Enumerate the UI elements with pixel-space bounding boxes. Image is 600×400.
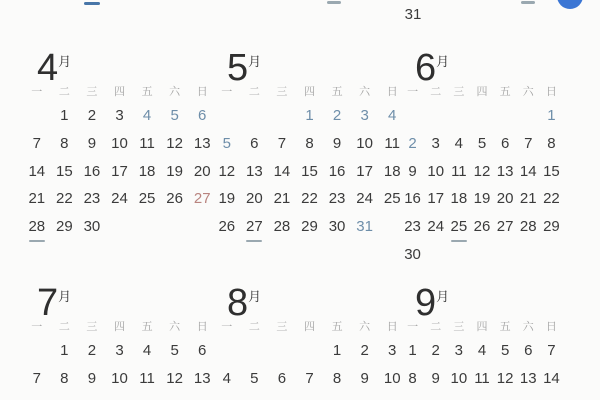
date-cell[interactable]: 4 xyxy=(477,342,487,360)
date-cell[interactable]: 3 xyxy=(115,107,124,125)
date-cell[interactable]: 24 xyxy=(111,190,128,208)
weekday-label: 日 xyxy=(386,86,398,98)
date-cell[interactable]: 5 xyxy=(477,135,487,153)
date-cell[interactable]: 2 xyxy=(360,342,369,360)
weekday-label: 三 xyxy=(276,86,288,98)
date-cell[interactable]: 29 xyxy=(56,218,73,236)
weekday-label: 六 xyxy=(359,86,371,98)
month-label[interactable] xyxy=(23,42,216,89)
month-suffix: 月 xyxy=(436,54,450,69)
weekday-label: 三 xyxy=(276,321,288,333)
date-cell[interactable]: 20 xyxy=(496,190,514,208)
weekday-label: 二 xyxy=(430,86,442,98)
date-cell[interactable]: 22 xyxy=(56,190,73,208)
date-cell[interactable]: 25 xyxy=(383,190,401,208)
weekday-label: 二 xyxy=(58,86,70,98)
date-grid xyxy=(23,102,216,240)
weekday-label: 一 xyxy=(221,86,233,98)
weekday-label: 五 xyxy=(331,321,343,333)
date-cell[interactable]: 7 xyxy=(32,370,41,388)
weekday-label: 五 xyxy=(499,86,511,98)
date-cell[interactable]: 14 xyxy=(273,162,291,180)
empty-cell xyxy=(241,102,269,130)
date-cell[interactable]: 8 xyxy=(547,135,556,153)
weekday-label: 三 xyxy=(86,86,98,98)
date-cell[interactable]: 7 xyxy=(305,370,314,388)
lunar-month-start-marker xyxy=(521,1,535,4)
date-cell[interactable]: 15 xyxy=(543,162,560,180)
month-label[interactable] xyxy=(401,42,563,89)
weekday-row xyxy=(213,83,406,96)
date-cell[interactable]: 4 xyxy=(388,107,397,125)
month-suffix: 月 xyxy=(58,289,72,304)
empty-cell xyxy=(268,102,296,130)
date-cell[interactable]: 6 xyxy=(500,135,510,153)
weekday-label: 六 xyxy=(169,86,181,98)
empty-cell xyxy=(494,102,517,130)
date-cell[interactable]: 9 xyxy=(408,162,417,180)
weekday-label: 日 xyxy=(196,321,208,333)
month-block-september xyxy=(401,277,563,392)
date-cell[interactable]: 24 xyxy=(356,190,373,208)
today-indicator[interactable] xyxy=(557,0,583,9)
date-cell[interactable]: 15 xyxy=(301,162,318,180)
date-cell[interactable]: 4 xyxy=(142,107,152,125)
date-cell[interactable]: 9 xyxy=(87,135,97,153)
date-cell[interactable]: 26 xyxy=(473,218,491,236)
date-cell[interactable]: 11 xyxy=(451,162,467,180)
weekday-label: 四 xyxy=(113,86,125,98)
weekday-label: 一 xyxy=(221,321,233,333)
month-number: 9 xyxy=(415,282,436,324)
date-cell[interactable]: 7 xyxy=(277,135,287,153)
date-cell[interactable]: 23 xyxy=(328,190,346,208)
date-cell[interactable]: 8 xyxy=(60,370,69,388)
lunar-month-start-marker xyxy=(29,240,45,243)
date-cell[interactable]: 31 xyxy=(404,6,422,23)
date-cell[interactable]: 21 xyxy=(519,190,537,208)
date-cell[interactable]: 10 xyxy=(111,135,128,153)
weekday-label: 四 xyxy=(476,321,488,333)
date-cell[interactable]: 12 xyxy=(473,162,491,180)
weekday-label: 日 xyxy=(196,86,208,98)
date-cell[interactable]: 19 xyxy=(473,190,491,208)
date-cell[interactable]: 1 xyxy=(408,342,417,360)
month-suffix: 月 xyxy=(248,54,262,69)
date-cell[interactable]: 5 xyxy=(250,370,259,388)
date-cell[interactable]: 16 xyxy=(328,162,346,180)
date-cell[interactable]: 2 xyxy=(87,107,97,125)
date-cell[interactable]: 8 xyxy=(305,135,314,153)
date-cell[interactable]: 6 xyxy=(250,135,259,153)
date-cell[interactable]: 3 xyxy=(431,135,440,153)
date-cell[interactable]: 11 xyxy=(474,370,490,388)
date-cell[interactable]: 2 xyxy=(431,342,440,360)
empty-cell xyxy=(517,102,540,130)
weekday-label: 五 xyxy=(499,321,511,333)
date-cell[interactable]: 9 xyxy=(431,370,440,388)
month-label[interactable] xyxy=(23,277,216,324)
weekday-label: 二 xyxy=(248,321,260,333)
weekday-label: 一 xyxy=(407,86,419,98)
date-cell[interactable]: 27 xyxy=(193,190,211,208)
date-cell[interactable]: 4 xyxy=(454,135,464,153)
date-cell[interactable]: 21 xyxy=(273,190,291,208)
date-grid xyxy=(213,102,406,240)
date-cell[interactable]: 10 xyxy=(450,370,468,388)
weekday-label: 一 xyxy=(407,321,419,333)
date-cell[interactable]: 13 xyxy=(193,135,211,153)
weekday-label: 六 xyxy=(359,321,371,333)
date-cell[interactable]: 30 xyxy=(404,245,421,263)
date-cell[interactable]: 8 xyxy=(60,135,69,153)
date-cell[interactable]: 7 xyxy=(547,342,556,360)
date-cell[interactable]: 22 xyxy=(301,190,318,208)
date-cell[interactable]: 7 xyxy=(32,135,41,153)
date-cell[interactable]: 10 xyxy=(111,370,128,388)
date-cell[interactable]: 21 xyxy=(28,190,46,208)
date-cell[interactable]: 12 xyxy=(166,370,183,388)
empty-cell xyxy=(213,337,241,365)
weekday-row xyxy=(213,318,406,331)
date-cell[interactable]: 26 xyxy=(218,218,236,236)
date-cell[interactable]: 4 xyxy=(142,342,152,360)
weekday-label: 四 xyxy=(303,86,315,98)
date-cell[interactable]: 5 xyxy=(222,135,231,153)
weekday-label: 二 xyxy=(430,321,442,333)
date-cell[interactable]: 18 xyxy=(138,162,156,180)
date-cell[interactable]: 8 xyxy=(408,370,417,388)
date-cell[interactable]: 5 xyxy=(500,342,510,360)
date-cell[interactable]: 6 xyxy=(198,107,207,125)
date-cell[interactable]: 1 xyxy=(332,342,342,360)
date-cell[interactable]: 30 xyxy=(328,218,346,236)
weekday-row xyxy=(401,318,563,331)
empty-cell xyxy=(23,102,51,130)
date-cell[interactable]: 17 xyxy=(111,162,128,180)
month-label[interactable] xyxy=(213,42,406,89)
weekday-label: 五 xyxy=(331,86,343,98)
date-cell[interactable]: 11 xyxy=(139,135,155,153)
date-cell[interactable]: 10 xyxy=(356,135,373,153)
weekday-label: 日 xyxy=(545,321,557,333)
date-cell[interactable]: 1 xyxy=(305,107,314,125)
weekday-label: 三 xyxy=(453,321,465,333)
date-cell[interactable]: 18 xyxy=(383,162,401,180)
date-cell[interactable]: 16 xyxy=(83,162,101,180)
date-cell[interactable]: 11 xyxy=(139,370,155,388)
month-number: 6 xyxy=(415,47,436,89)
date-cell[interactable]: 6 xyxy=(277,370,287,388)
date-cell[interactable]: 10 xyxy=(427,162,445,180)
month-block-july xyxy=(23,277,216,392)
month-suffix: 月 xyxy=(248,289,262,304)
empty-cell xyxy=(424,102,447,130)
date-cell[interactable]: 2 xyxy=(87,342,97,360)
date-cell[interactable]: 30 xyxy=(83,218,101,236)
weekday-label: 一 xyxy=(31,321,43,333)
date-cell[interactable]: 13 xyxy=(246,162,263,180)
date-cell[interactable]: 1 xyxy=(60,107,69,125)
date-cell[interactable]: 19 xyxy=(166,162,183,180)
month-label[interactable] xyxy=(401,277,563,324)
date-cell[interactable]: 10 xyxy=(383,370,401,388)
date-grid xyxy=(23,337,216,392)
date-cell[interactable]: 14 xyxy=(519,162,537,180)
weekday-label: 六 xyxy=(169,321,181,333)
date-cell[interactable]: 28 xyxy=(23,213,51,241)
weekday-label: 六 xyxy=(522,86,534,98)
empty-cell xyxy=(213,102,241,130)
date-cell[interactable]: 25 xyxy=(447,213,470,241)
date-cell[interactable]: 17 xyxy=(427,190,445,208)
date-cell[interactable]: 3 xyxy=(454,342,464,360)
weekday-label: 日 xyxy=(545,86,557,98)
lunar-month-start-marker xyxy=(327,1,341,4)
date-cell[interactable]: 5 xyxy=(170,107,179,125)
month-block-may xyxy=(213,42,406,240)
date-cell[interactable]: 2 xyxy=(408,135,417,153)
date-cell[interactable]: 28 xyxy=(519,218,537,236)
weekday-label: 五 xyxy=(141,321,153,333)
date-cell[interactable]: 19 xyxy=(218,190,236,208)
empty-cell xyxy=(296,337,324,365)
empty-cell xyxy=(241,337,269,365)
empty-cell xyxy=(23,337,51,365)
month-number: 4 xyxy=(37,47,58,89)
date-cell[interactable]: 3 xyxy=(388,342,397,360)
date-cell[interactable]: 9 xyxy=(360,370,369,388)
date-cell[interactable]: 3 xyxy=(115,342,124,360)
date-cell[interactable]: 16 xyxy=(404,190,421,208)
month-number: 8 xyxy=(227,282,248,324)
lunar-month-start-marker xyxy=(84,2,100,5)
weekday-row xyxy=(23,83,216,96)
weekday-label: 一 xyxy=(31,86,43,98)
date-cell[interactable]: 31 xyxy=(356,218,373,236)
date-cell[interactable]: 26 xyxy=(166,190,183,208)
date-cell[interactable]: 20 xyxy=(246,190,263,208)
month-block-august xyxy=(213,277,406,392)
weekday-label: 三 xyxy=(453,86,465,98)
date-cell[interactable]: 13 xyxy=(193,370,211,388)
date-cell[interactable]: 24 xyxy=(427,218,445,236)
month-suffix: 月 xyxy=(58,54,72,69)
date-cell[interactable]: 23 xyxy=(83,190,101,208)
date-cell[interactable]: 12 xyxy=(166,135,183,153)
date-cell[interactable]: 22 xyxy=(543,190,560,208)
month-block-june xyxy=(401,42,563,268)
weekday-label: 三 xyxy=(86,321,98,333)
date-cell[interactable]: 13 xyxy=(519,370,537,388)
date-cell[interactable]: 29 xyxy=(301,218,318,236)
weekday-label: 二 xyxy=(58,321,70,333)
date-cell[interactable]: 9 xyxy=(87,370,97,388)
empty-cell xyxy=(447,102,470,130)
weekday-label: 五 xyxy=(141,86,153,98)
empty-cell xyxy=(470,102,493,130)
date-cell[interactable]: 25 xyxy=(138,190,156,208)
date-cell[interactable]: 7 xyxy=(524,135,533,153)
date-cell[interactable]: 17 xyxy=(356,162,373,180)
date-grid xyxy=(401,102,563,268)
date-cell[interactable]: 5 xyxy=(170,342,179,360)
date-cell[interactable]: 6 xyxy=(524,342,533,360)
empty-cell xyxy=(268,337,296,365)
date-cell[interactable]: 9 xyxy=(332,135,342,153)
date-cell[interactable]: 18 xyxy=(450,190,468,208)
month-label[interactable] xyxy=(213,277,406,324)
date-cell[interactable]: 28 xyxy=(273,218,291,236)
weekday-label: 四 xyxy=(476,86,488,98)
weekday-row xyxy=(23,318,216,331)
lunar-month-start-marker xyxy=(451,240,467,243)
date-cell[interactable]: 23 xyxy=(404,218,421,236)
date-cell[interactable]: 14 xyxy=(28,162,46,180)
date-cell[interactable]: 12 xyxy=(218,162,236,180)
lunar-month-start-marker xyxy=(246,240,262,243)
date-cell[interactable]: 29 xyxy=(543,218,560,236)
date-cell[interactable]: 1 xyxy=(60,342,69,360)
date-cell[interactable]: 15 xyxy=(56,162,73,180)
date-cell[interactable]: 13 xyxy=(496,162,514,180)
date-cell[interactable]: 20 xyxy=(193,162,211,180)
weekday-label: 四 xyxy=(303,321,315,333)
date-grid xyxy=(213,337,406,392)
month-block-april xyxy=(23,42,216,240)
date-cell[interactable]: 27 xyxy=(496,218,514,236)
weekday-label: 四 xyxy=(113,321,125,333)
date-cell[interactable]: 11 xyxy=(384,135,400,153)
date-cell[interactable]: 2 xyxy=(332,107,342,125)
date-cell[interactable]: 14 xyxy=(543,370,560,388)
weekday-label: 六 xyxy=(522,321,534,333)
date-cell[interactable]: 3 xyxy=(360,107,369,125)
date-cell[interactable]: 8 xyxy=(332,370,342,388)
date-grid xyxy=(401,337,563,392)
date-cell[interactable]: 1 xyxy=(547,107,556,125)
weekday-row xyxy=(401,83,563,96)
month-suffix: 月 xyxy=(436,289,450,304)
weekday-label: 日 xyxy=(386,321,398,333)
month-number: 5 xyxy=(227,47,248,89)
month-number: 7 xyxy=(37,282,58,324)
empty-cell xyxy=(401,102,424,130)
date-cell[interactable]: 4 xyxy=(222,370,231,388)
date-cell[interactable]: 12 xyxy=(496,370,514,388)
date-cell[interactable]: 27 xyxy=(241,213,269,241)
date-cell[interactable]: 6 xyxy=(198,342,207,360)
weekday-label: 二 xyxy=(248,86,260,98)
